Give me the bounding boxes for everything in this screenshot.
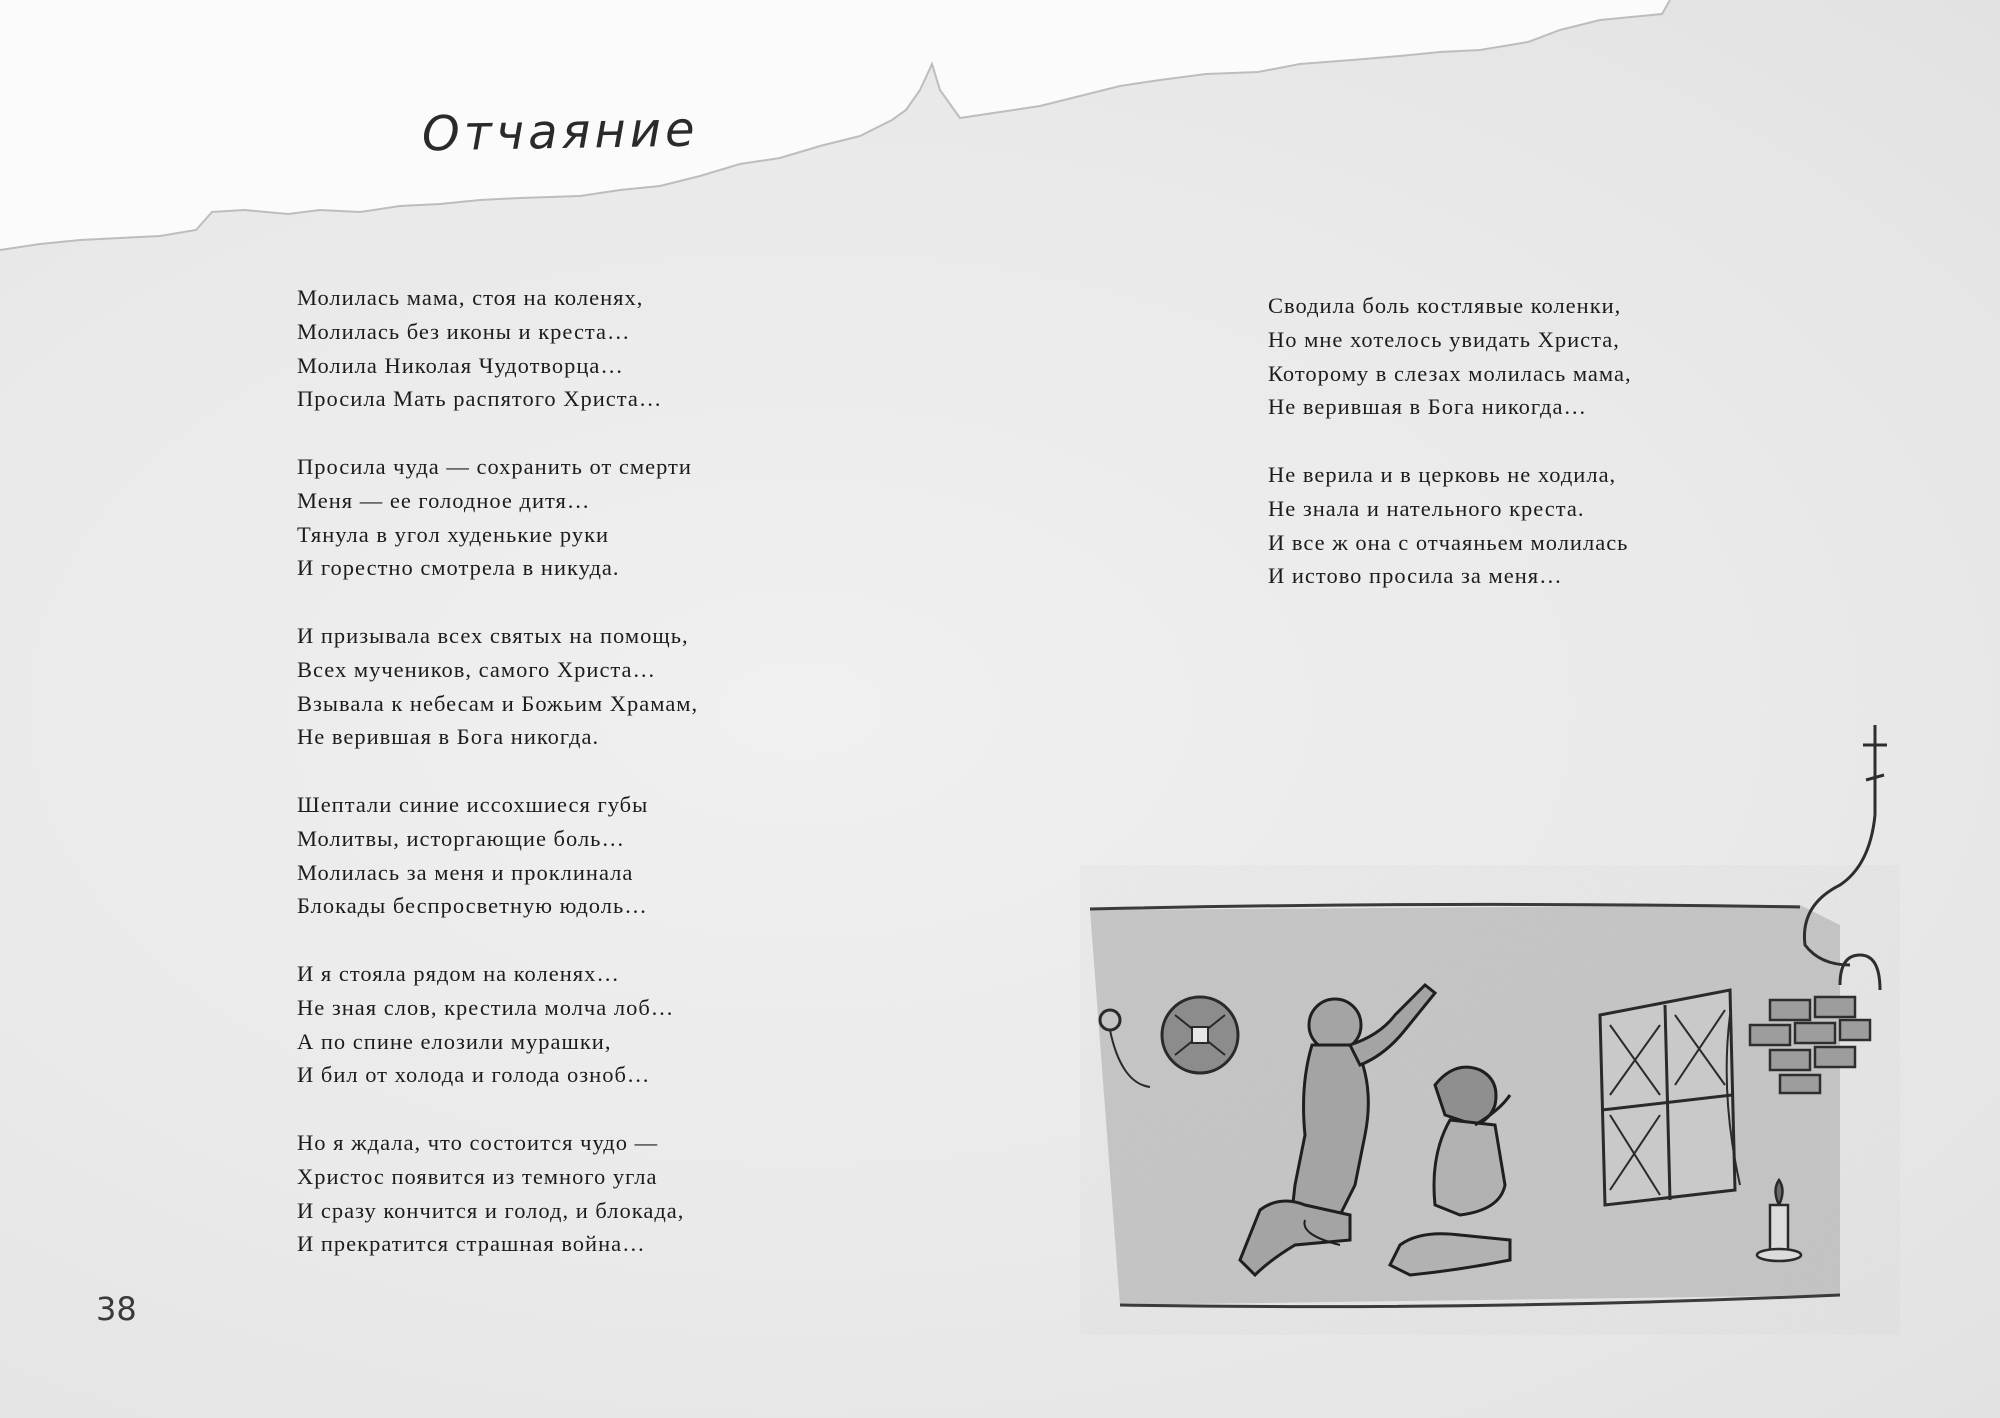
page-number: 38	[96, 1290, 137, 1328]
poem-line: Но мне хотелось увидать Христа,	[1268, 326, 1620, 352]
stanza	[297, 788, 698, 923]
poem-left-column	[297, 281, 698, 1295]
poem-line: Которому в слезах молилась мама,	[1268, 360, 1632, 386]
poem-line: Молилась за меня и проклинала	[297, 859, 634, 885]
poem-line: Всех мучеников, самого Христа…	[297, 656, 657, 682]
poem-line: И все ж она с отчаяньем молилась	[1268, 529, 1629, 555]
stanza	[1268, 458, 1632, 593]
poem-line: Христос появится из темного угла	[297, 1163, 658, 1189]
poem-line: И призывала всех святых на помощь,	[297, 622, 689, 648]
poem-line: Молитвы, исторгающие боль…	[297, 825, 625, 851]
poem-line: Блокады беспросветную юдоль…	[297, 893, 648, 919]
poem-line: Сводила боль костлявые коленки,	[1268, 293, 1622, 318]
poem-line: И горестно смотрела в никуда.	[297, 555, 620, 581]
stanza	[297, 281, 698, 416]
poem-line: Не верила и в церковь не ходила,	[1268, 461, 1617, 487]
poem-line: Меня — ее голодное дитя…	[297, 487, 591, 513]
poem-line: И сразу кончится и голод, и блокада,	[297, 1197, 685, 1223]
poem-line: Просила чуда — сохранить от смерти	[297, 453, 692, 479]
stanza	[1268, 289, 1632, 424]
torn-paper-edge	[0, 0, 2000, 260]
poem-line: Молилась мама, стоя на коленях,	[297, 285, 644, 310]
stanza	[297, 1126, 698, 1261]
stanza	[297, 957, 698, 1092]
poem-line: Не зная слов, крестила молча лоб…	[297, 994, 675, 1020]
pencil-drawing-praying-mother-and-child	[1080, 715, 1900, 1335]
poem-line: И прекратится страшная война…	[297, 1231, 646, 1257]
poem-line: А по спине елозили мурашки,	[297, 1028, 612, 1054]
poem-line: Тянула в угол худенькие руки	[297, 521, 610, 547]
poem-line: Шептали синие иссохшиеся губы	[297, 791, 649, 817]
poem-line: Не знала и нательного креста.	[1268, 495, 1585, 521]
poem-line: Взывала к небесам и Божьим Храмам,	[297, 690, 699, 716]
poem-right-column	[1268, 289, 1632, 627]
poem-title: Отчаяние	[421, 101, 699, 163]
poem-line: Молилась без иконы и креста…	[297, 318, 631, 344]
poem-line: Молила Николая Чудотворца…	[297, 352, 624, 378]
poem-line: Не верившая в Бога никогда…	[1268, 394, 1587, 420]
stanza	[297, 450, 698, 585]
stanza	[297, 619, 698, 754]
poem-line: Просила Мать распятого Христа…	[297, 386, 663, 412]
poem-line: И истово просила за меня…	[1268, 563, 1563, 589]
poem-line: И бил от холода и голода озноб…	[297, 1062, 651, 1088]
poem-line: Не верившая в Бога никогда.	[297, 724, 600, 750]
poem-line: И я стояла рядом на коленях…	[297, 960, 620, 986]
window-drawing	[1600, 990, 1740, 1205]
poem-line: Но я ждала, что состоится чудо —	[297, 1129, 659, 1155]
